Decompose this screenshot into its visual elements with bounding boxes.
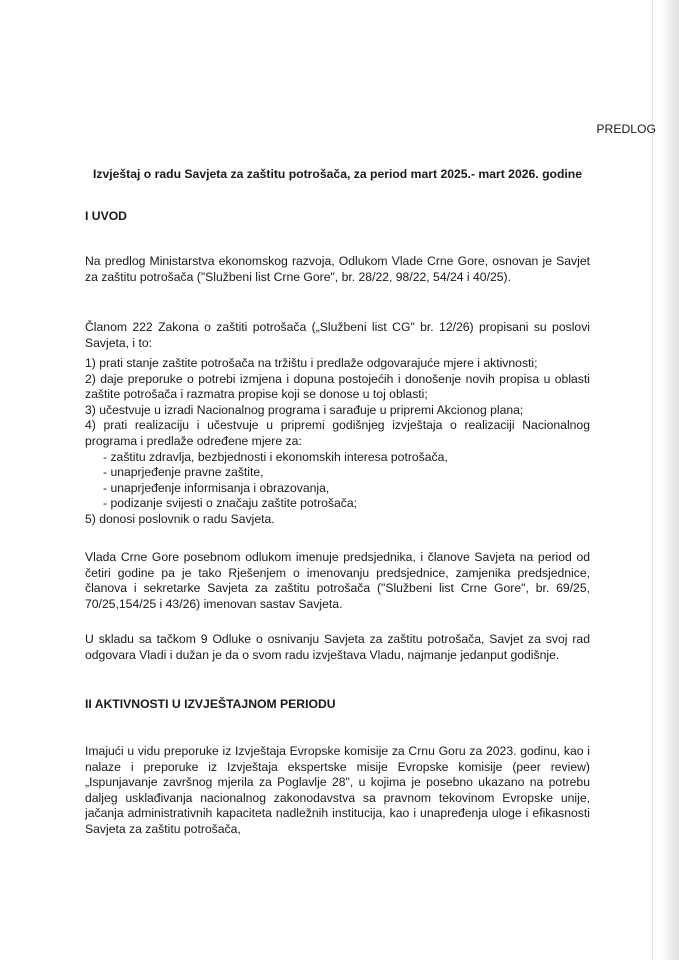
paragraph-clan-222: Članom 222 Zakona o zaštiti potrošača („Službeni list CG" br. 12/26) propisani su poslovi Savjeta, i to: [85,320,590,350]
sub-list-item: - unaprjeđenje informisanja i obrazovanja, [103,480,330,495]
paragraph-intro: Na predlog Ministarstva ekonomskog razvoja, Odlukom Vlade Crne Gore, osnovan je Savjet za zaštitu potrošača ("Službeni list Crne Gore", br. 28/22, 98/22, 54/24 i 40/25). [85,254,590,284]
list-item: 1) prati stanje zaštite potrošača na tržištu i predlaže odgovarajuće mjere i aktivnosti; [85,356,538,370]
sub-list-item: - zaštitu zdravlja, bezbjednosti i ekonomskih interesa potrošača, [103,449,448,464]
list-item: 3) učestvuje u izradi Nacionalnog programa i sarađuje u pripremi Akcionog plana; [85,402,524,417]
list-item: 2) daje preporuke o potrebi izmjena i dopuna postojećih i donošenje novih propisa u oblasti zaštite potrošača i razmatra propise koji se donose u toj oblasti; [85,371,590,402]
predlog-label: PREDLOG [596,122,656,136]
paragraph-odluka-tacka-9: U skladu sa tačkom 9 Odluke o osnivanju Savjeta za zaštitu potrošača, Savjet za svoj rad odgovara Vladi i dužan je da o svom radu izvještava Vladu, najmanje jedanput godišnje. [85,632,590,662]
sub-list-item: - unaprjeđenje pravne zaštite, [103,465,264,480]
page-edge-line [652,0,653,960]
paragraph-imenovanje: Vlada Crne Gore posebnom odlukom imenuje predsjednika, i članove Savjeta na period od četiri godine pa je tako Rješenjem o imenovanju predsjednice, zamjenika predsjednice, članova i sekretarke Savjeta za zaštitu potrošača ("Službeni list Crne Gore", br. 69/25, 70/25,154/25 i 43/26) imenovan sastav Savjeta. [85,550,590,611]
list-item: 4) prati realizaciju i učestvuje u pripremi godišnjeg izvještaja o realizaciji Nacionalnog programa i predlaže određene mjere za: [85,418,590,448]
document-title: Izvještaj o radu Savjeta za zaštitu potrošača, za period mart 2025.- mart 2026. godine [92,167,583,181]
sub-list-item: - podizanje svijesti o značaju zaštite potrošača; [103,496,358,511]
list-item: 5) donosi poslovnik o radu Savjeta. [85,511,275,526]
paragraph-aktivnosti: Imajući u vidu preporuke iz Izvještaja Evropske komisije za Crnu Goru za 2023. godinu, kao i nalaze i preporuke iz Izvještaja ekspertske misije Evropske komisije (peer review) „Ispunjavanje završnog mjerila za Poglavlje 28", u kojima je posebno ukazano na potrebu daljeg usklađivanja nacionalnog zakonodavstva sa pravnom tekovinom Evropske unije, jačanja administrativnih kapaciteta nadležnih institucija, kao i unapređenja uloge i efikasnosti Savjeta za zaštitu potrošača, [85,744,590,836]
section-heading-aktivnosti: II AKTIVNOSTI U IZVJEŠTAJNOM PERIODU [85,697,336,711]
section-heading-uvod: I UVOD [85,209,127,223]
page-edge-shadow [661,0,679,960]
duties-list [85,356,590,528]
